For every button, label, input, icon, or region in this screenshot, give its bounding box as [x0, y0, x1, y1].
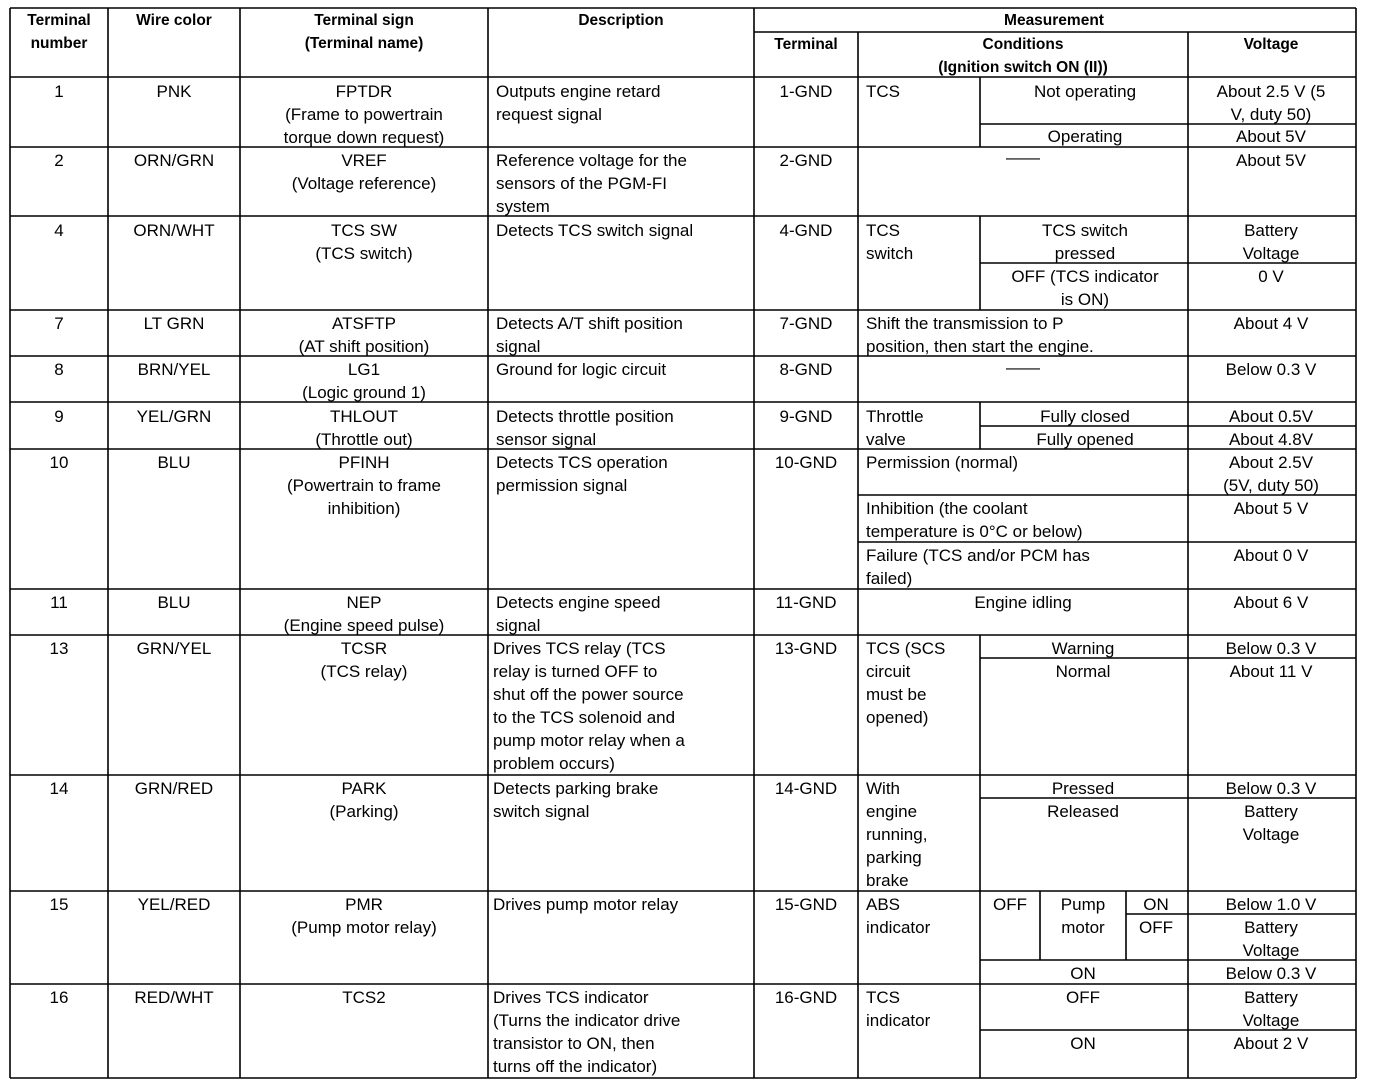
row-10-voltage-3: About 0 V [1233, 546, 1309, 565]
row-7-voltage: About 4 V [1233, 314, 1309, 333]
row-16-voltage-2: About 2 V [1233, 1034, 1309, 1053]
row-16-terminal: 16-GND [774, 988, 838, 1007]
row-16-wire-color: RED/WHT [134, 988, 214, 1007]
row-11-terminal-sign: NEP (Engine speed pulse) [283, 593, 445, 635]
row-14-sub-condition-2: Released [1047, 802, 1119, 821]
row-9-sub-condition-2: Fully opened [1036, 430, 1134, 449]
row-16-condition: TCS indicator [866, 988, 931, 1030]
row-15-voltage-2: Battery Voltage [1242, 918, 1300, 960]
row-15-terminal-sign: PMR (Pump motor relay) [291, 895, 437, 937]
row-16-voltage-1: Battery Voltage [1242, 988, 1300, 1030]
header-voltage: Voltage [1243, 36, 1299, 53]
row-11-voltage: About 6 V [1233, 593, 1309, 612]
header-wire-color: Wire color [136, 12, 212, 29]
row-9-voltage-2: About 4.8V [1228, 430, 1314, 449]
row-15-abs-on: ON [1070, 964, 1096, 983]
row-15-abs-off: OFF [993, 895, 1027, 914]
row-11-description: Detects engine speed signal [496, 593, 661, 635]
row-10-terminal: 10-GND [774, 453, 838, 472]
row-15-terminal: 15-GND [774, 895, 838, 914]
row-10-condition-3: Failure (TCS and/or PCM has failed) [866, 546, 1090, 588]
row-11-wire-color: BLU [157, 593, 191, 612]
row-1-condition: TCS [866, 82, 900, 101]
row-4-sub-condition-2: OFF (TCS indicator is ON) [1011, 267, 1159, 309]
row-7-terminal: 7-GND [779, 314, 833, 333]
row-1-terminal: 1-GND [779, 82, 833, 101]
row-8-voltage: Below 0.3 V [1225, 360, 1317, 379]
header-terminal: Terminal [774, 36, 838, 53]
row-2-condition: —— [1006, 148, 1040, 167]
row-9-terminal-sign: THLOUT (Throttle out) [315, 407, 413, 449]
row-4-terminal: 4-GND [779, 221, 833, 240]
row-10-condition-2: Inhibition (the coolant temperature is 0°C or below) [866, 499, 1083, 541]
row-10-number: 10 [49, 453, 69, 472]
row-14-terminal: 14-GND [774, 779, 838, 798]
header-description: Description [578, 12, 664, 29]
row-15-pump-off: OFF [1139, 918, 1173, 937]
row-7-wire-color: LT GRN [143, 314, 205, 333]
row-1-description: Outputs engine retard request signal [496, 82, 661, 124]
row-9-voltage-1: About 0.5V [1228, 407, 1314, 426]
row-16-number: 16 [49, 988, 69, 1007]
row-10-voltage-2: About 5 V [1233, 499, 1309, 518]
row-4-sub-condition-1: TCS switch pressed [1042, 221, 1128, 263]
row-7-number: 7 [54, 314, 64, 333]
row-13-terminal-sign: TCSR (TCS relay) [320, 639, 408, 681]
row-10-voltage-1: About 2.5V (5V, duty 50) [1223, 453, 1319, 495]
row-7-description: Detects A/T shift position signal [496, 314, 683, 356]
row-4-terminal-sign: TCS SW (TCS switch) [315, 221, 413, 263]
row-14-sub-condition-1: Pressed [1051, 779, 1115, 798]
row-8-description: Ground for logic circuit [496, 360, 667, 379]
row-4-condition: TCS switch [866, 221, 914, 263]
header-terminal-number: Terminal number [27, 12, 91, 52]
row-8-wire-color: BRN/YEL [137, 360, 211, 379]
row-9-number: 9 [54, 407, 64, 426]
row-1-sub-condition-2: Operating [1047, 127, 1123, 146]
row-13-terminal: 13-GND [774, 639, 838, 658]
row-9-terminal: 9-GND [779, 407, 833, 426]
row-4-wire-color: ORN/WHT [133, 221, 215, 240]
row-9-wire-color: YEL/GRN [136, 407, 212, 426]
row-9-description: Detects throttle position sensor signal [496, 407, 674, 449]
row-10-condition-1: Permission (normal) [866, 453, 1019, 472]
row-15-pump-on: ON [1143, 895, 1169, 914]
row-14-voltage-1: Below 0.3 V [1225, 779, 1317, 798]
row-10-description: Detects TCS operation permission signal [496, 453, 668, 495]
row-11-condition: Engine idling [974, 593, 1072, 612]
row-1-sub-condition-1: Not operating [1033, 82, 1137, 101]
row-7-terminal-sign: ATSFTP (AT shift position) [298, 314, 430, 356]
row-13-voltage-2: About 11 V [1229, 662, 1313, 681]
row-13-sub-condition-1: Warning [1051, 639, 1115, 658]
row-15-pump-motor: Pump motor [1060, 895, 1106, 937]
row-2-terminal-sign: VREF (Voltage reference) [291, 151, 437, 193]
row-14-terminal-sign: PARK (Parking) [329, 779, 399, 821]
row-1-voltage-2: About 5V [1236, 127, 1306, 146]
row-15-description: Drives pump motor relay [493, 895, 679, 914]
row-2-description: Reference voltage for the sensors of the PGM-FI system [496, 151, 687, 216]
row-11-number: 11 [50, 593, 68, 612]
row-13-wire-color: GRN/YEL [136, 639, 212, 658]
row-2-number: 2 [54, 151, 64, 170]
row-8-terminal: 8-GND [779, 360, 833, 379]
row-11-terminal: 11-GND [775, 593, 837, 612]
row-9-condition: Throttle valve [866, 407, 924, 449]
row-13-description: Drives TCS relay (TCS relay is turned OFF to shut off the power source to the TCS solenoid and pump motor relay when a problem occurs) [493, 639, 685, 773]
row-8-number: 8 [54, 360, 64, 379]
row-14-description: Detects parking brake switch signal [493, 779, 659, 821]
row-2-wire-color: ORN/GRN [133, 151, 215, 170]
row-4-voltage-2: 0 V [1258, 267, 1284, 286]
row-15-voltage-1: Below 1.0 V [1225, 895, 1317, 914]
row-8-terminal-sign: LG1 (Logic ground 1) [302, 360, 426, 402]
row-16-description: Drives TCS indicator (Turns the indicator drive transistor to ON, then turns off the indicator) [493, 988, 681, 1076]
row-4-number: 4 [54, 221, 64, 240]
row-4-description: Detects TCS switch signal [496, 221, 694, 240]
row-1-number: 1 [54, 82, 64, 101]
row-1-terminal-sign: FPTDR (Frame to powertrain torque down request) [283, 82, 445, 147]
row-16-sub-condition-1: OFF [1066, 988, 1100, 1007]
row-13-voltage-1: Below 0.3 V [1225, 639, 1317, 658]
row-14-voltage-2: Battery Voltage [1242, 802, 1300, 844]
row-15-wire-color: YEL/RED [137, 895, 211, 914]
row-2-terminal: 2-GND [779, 151, 833, 170]
row-15-voltage-3: Below 0.3 V [1225, 964, 1317, 983]
row-14-number: 14 [49, 779, 69, 798]
row-1-wire-color: PNK [156, 82, 192, 101]
header-conditions: Conditions (Ignition switch ON (II)) [938, 36, 1108, 76]
row-13-sub-condition-2: Normal [1055, 662, 1111, 681]
row-14-wire-color: GRN/RED [134, 779, 214, 798]
row-16-sub-condition-2: ON [1070, 1034, 1096, 1053]
row-13-number: 13 [49, 639, 69, 658]
row-13-condition: TCS (SCS circuit must be opened) [866, 639, 946, 727]
row-7-condition: Shift the transmission to P position, then start the engine. [866, 314, 1094, 356]
row-8-condition: —— [1006, 358, 1040, 377]
row-9-sub-condition-1: Fully closed [1040, 407, 1130, 426]
header-terminal-sign: Terminal sign (Terminal name) [304, 12, 424, 52]
row-10-terminal-sign: PFINH (Powertrain to frame inhibition) [287, 453, 441, 518]
row-2-voltage: About 5V [1236, 151, 1306, 170]
row-16-terminal-sign: TCS2 [342, 988, 386, 1007]
row-14-condition: With engine running, parking brake [866, 779, 928, 890]
row-10-wire-color: BLU [157, 453, 191, 472]
row-15-condition: ABS indicator [866, 895, 931, 937]
row-15-number: 15 [49, 895, 69, 914]
header-measurement: Measurement [1004, 12, 1104, 29]
row-1-voltage-1: About 2.5 V (5 V, duty 50) [1216, 82, 1326, 124]
row-4-voltage-1: Battery Voltage [1242, 221, 1300, 263]
